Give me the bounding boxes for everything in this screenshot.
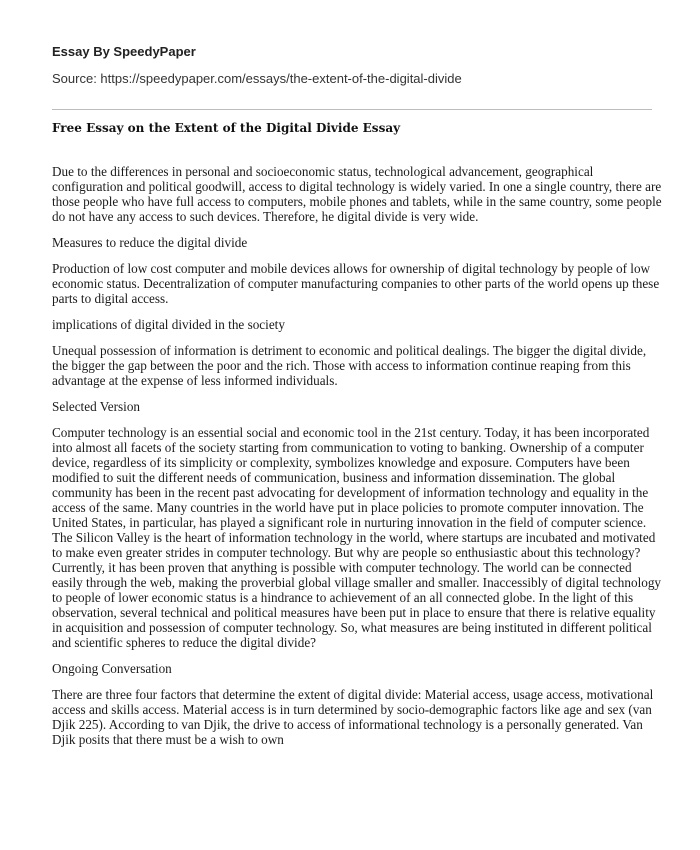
- selected-version-paragraph: Computer technology is an essential social and economic tool in the 21st century. Today, it has been incorporated into almost all facets of the society starting from communication to voting to banking. Ownership of a computer device, regardless of its simplicity or complexity, symbolizes knowledge and exposure. Computers have been modified to suit the different needs of communication, business and information dissemination. The global community has been in the recent past advocating for development of information technology and equality in the access of the same. Many countries in the world have put in place policies to promote computer innovation. The United States, in particular, has played a significant role in nurturing innovation in the field of computer science. The Silicon Valley is the heart of information technology in the world, where startups are incubated and motivated to make even greater strides in computer technology. But why are people so enthusiastic about this technology? Currently, it has been proven that anything is possible with computer technology. The world can be connected easily through the web, making the proverbial global village smaller and smaller. Inaccessibly of digital technology to people of lower economic status is a hindrance to achievement of an all connected globe. In the light of this observation, several technical and political measures have been put in place to ensure that there is relative equality in acquisition and possession of computer technology. So, what measures are being instituted in different political and scientific spheres to reduce the digital divide?: [52, 425, 662, 650]
- source-line: Source: https://speedypaper.com/essays/the-extent-of-the-digital-divide: [52, 71, 462, 86]
- ongoing-conversation-paragraph: There are three four factors that determine the extent of digital divide: Material access, usage access, motivational access and skills access. Material access is in turn determined by socio-demographic factors like age and sex (van Djik 225). According to van Djik, the drive to access of informational technology is a personally generated. Van Djik posits that there must be a wish to own: [52, 687, 654, 747]
- section-heading-implications: implications of digital divided in the society: [52, 317, 285, 332]
- essay-title: Free Essay on the Extent of the Digital Divide Essay: [52, 121, 401, 135]
- section-heading-ongoing-conversation: Ongoing Conversation: [52, 661, 172, 676]
- section-heading-measures: Measures to reduce the digital divide: [52, 235, 248, 250]
- implications-paragraph: Unequal possession of information is detriment to economic and political dealings. The bigger the digital divide, the bigger the gap between the poor and the rich. Those with access to information continue reaping from this advantage at the expense of less informed individuals.: [52, 343, 647, 388]
- header-divider: [52, 109, 652, 110]
- essay-body: [52, 164, 662, 758]
- measures-paragraph: Production of low cost computer and mobile devices allows for ownership of digital technology by people of low economic status. Decentralization of computer manufacturing companies to other parts of the world opens up these parts to digital access.: [52, 261, 660, 306]
- section-heading-selected-version: Selected Version: [52, 399, 141, 414]
- brand-title: Essay By SpeedyPaper: [52, 44, 196, 59]
- intro-paragraph: Due to the differences in personal and socioeconomic status, technological advancement, geographical configuration and political goodwill, access to digital technology is widely varied. In one a single country, there are those people who have full access to computers, mobile phones and tablets, while in the same country, some people do not have any access to such devices. Therefore, he digital divide is very wide.: [52, 164, 662, 224]
